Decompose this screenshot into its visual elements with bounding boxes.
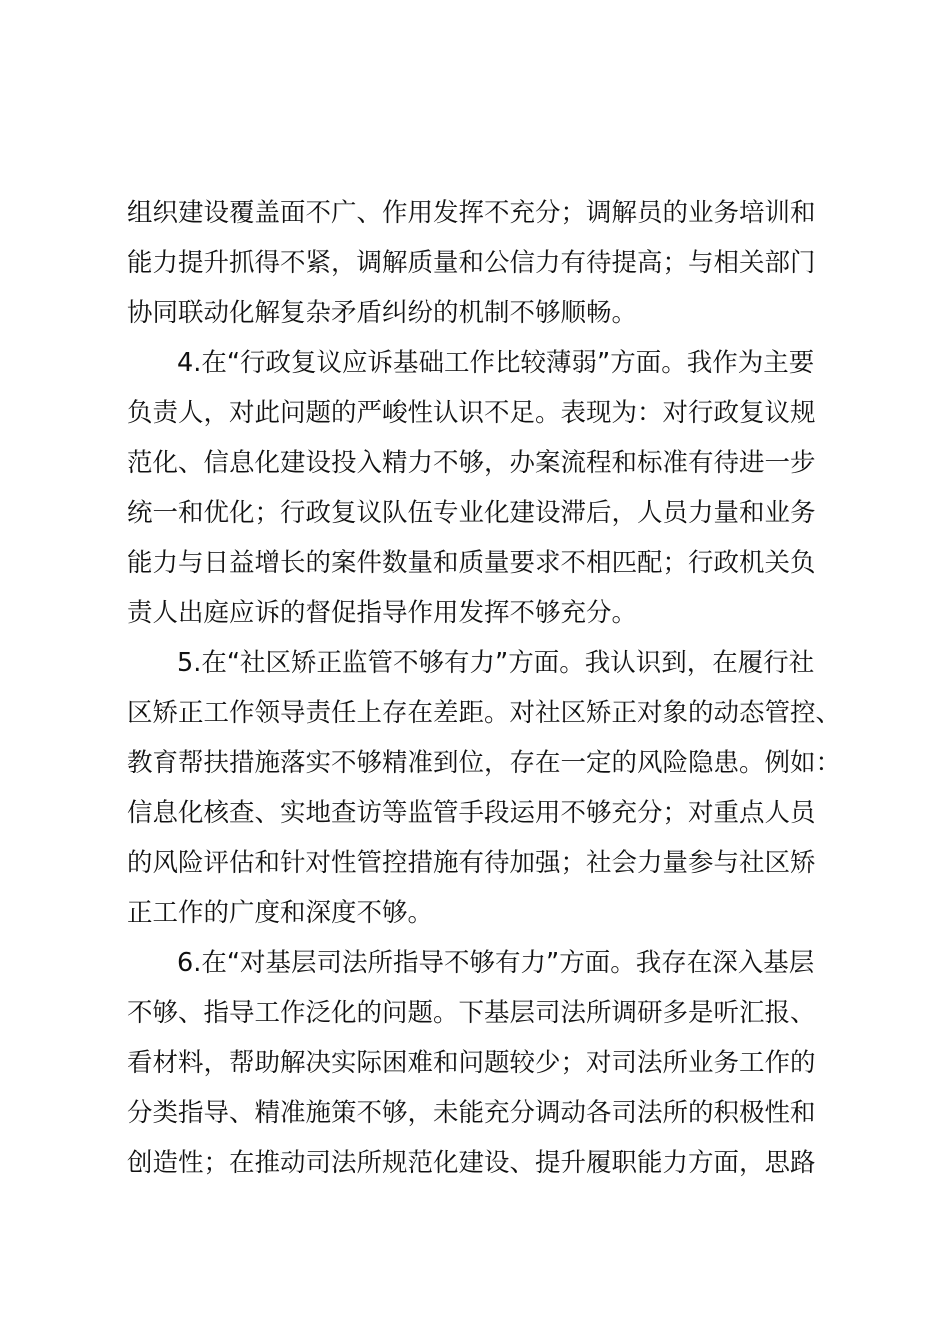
text-line: 区矫正工作领导责任上存在差距。对社区矫正对象的动态管控、 (127, 698, 842, 728)
paragraph-5 (127, 638, 842, 938)
paragraph-6 (127, 938, 827, 1188)
text-line: 不够、指导工作泛化的问题。下基层司法所调研多是听汇报、 (127, 998, 816, 1028)
text-line: 责人出庭应诉的督促指导作用发挥不够充分。 (127, 598, 638, 628)
text-line: 能力提升抓得不紧，调解质量和公信力有待提高；与相关部门 (127, 248, 816, 278)
text-line: 负责人，对此问题的严峻性认识不足。表现为：对行政复议规 (127, 398, 816, 428)
text-line: 组织建设覆盖面不广、作用发挥不充分；调解员的业务培训和 (127, 198, 816, 228)
text-line: 教育帮扶措施落实不够精准到位，存在一定的风险隐患。例如： (127, 748, 842, 778)
text-line: 4.在“行政复议应诉基础工作比较薄弱”方面。我作为主要 (177, 348, 815, 378)
text-line: 6.在“对基层司法所指导不够有力”方面。我存在深入基层 (177, 948, 815, 978)
text-line: 5.在“社区矫正监管不够有力”方面。我认识到，在履行社 (177, 648, 815, 678)
text-line: 的风险评估和针对性管控措施有待加强；社会力量参与社区矫 (127, 848, 816, 878)
text-line: 分类指导、精准施策不够，未能充分调动各司法所的积极性和 (127, 1098, 816, 1128)
text-line: 信息化核查、实地查访等监管手段运用不够充分；对重点人员 (127, 798, 816, 828)
text-line: 能力与日益增长的案件数量和质量要求不相匹配；行政机关负 (127, 548, 816, 578)
text-line: 范化、信息化建设投入精力不够，办案流程和标准有待进一步 (127, 448, 816, 478)
text-line: 协同联动化解复杂矛盾纠纷的机制不够顺畅。 (127, 298, 638, 328)
text-line: 创造性；在推动司法所规范化建设、提升履职能力方面，思路 (127, 1148, 816, 1178)
text-line: 正工作的广度和深度不够。 (127, 898, 434, 928)
paragraph-3-continuation (127, 188, 827, 338)
text-line: 统一和优化；行政复议队伍专业化建设滞后，人员力量和业务 (127, 498, 816, 528)
paragraph-4 (127, 338, 827, 638)
document-body (127, 188, 842, 1188)
text-line: 看材料，帮助解决实际困难和问题较少；对司法所业务工作的 (127, 1048, 816, 1078)
